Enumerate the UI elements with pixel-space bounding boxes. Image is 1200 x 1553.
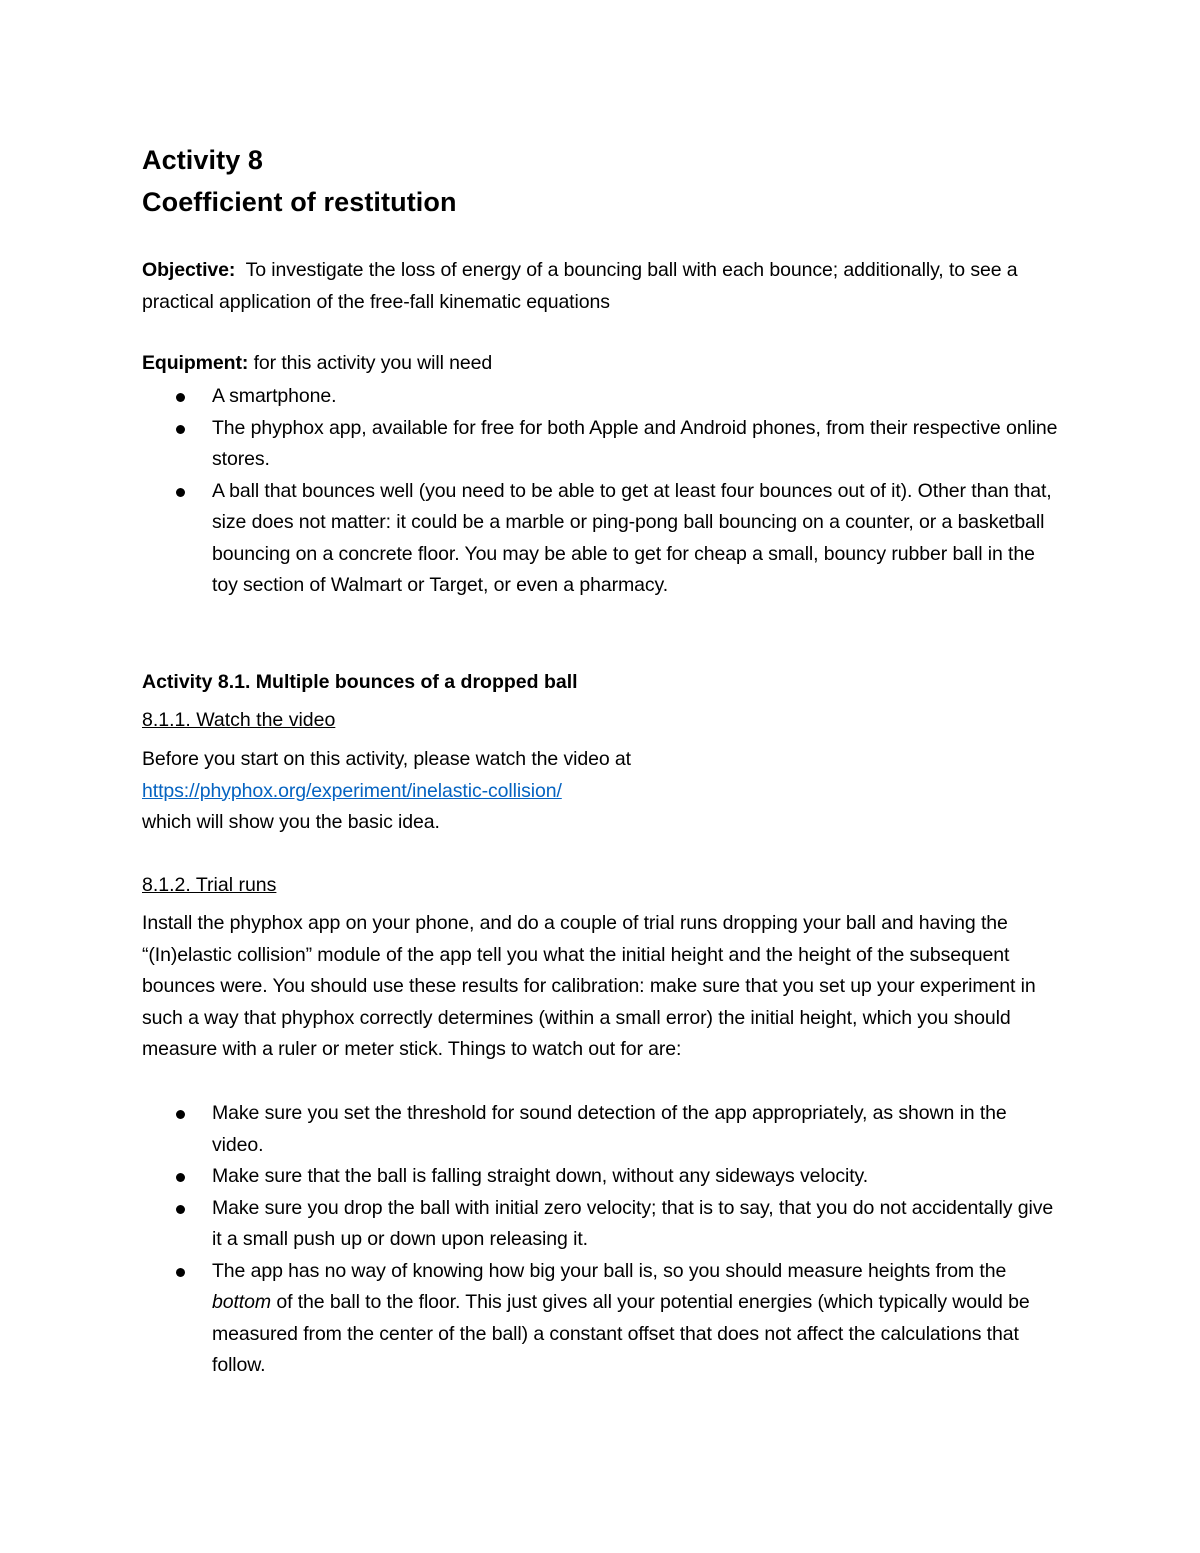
equipment-item: A smartphone. — [212, 385, 337, 407]
bullet-icon — [176, 1173, 185, 1182]
bullet-icon — [176, 1205, 185, 1214]
bullet-icon — [176, 393, 185, 402]
checklist-item-emphasis: bottom — [212, 1291, 272, 1313]
activity-title: Activity 8 — [142, 145, 264, 175]
equipment-item: The phyphox app, available for free for both Apple and Android phones, from their respective online stores. — [212, 416, 1058, 470]
objective-text: To investigate the loss of energy of a bouncing ball with each bounce; additionally, to see a practical application of the free-fall kinematic equations — [142, 259, 1018, 313]
equipment-text: for this activity you will need — [253, 352, 493, 374]
equipment-paragraph — [142, 348, 1060, 380]
section-heading-watch-video: 8.1.1. Watch the video — [142, 709, 336, 731]
objective-paragraph — [142, 255, 1060, 318]
list-item — [142, 476, 1060, 602]
activity-subtitle: Coefficient of restitution — [142, 187, 457, 217]
equipment-item: A ball that bounces well (you need to be able to get at least four bounces out of it). Other than that, size does not matter: it could be a marble or ping-pong ball bouncing on a counter, or a basketball bouncing on a concrete floor. You may be able to get for cheap a small, bouncy rubber ball in the toy section of Walmart or Target, or even a pharmacy. — [212, 479, 1052, 596]
checklist — [142, 1098, 1060, 1382]
bullet-icon — [176, 425, 185, 434]
bullet-icon — [176, 1268, 185, 1277]
video-outro-text: which will show you the basic idea. — [142, 811, 440, 833]
checklist-item: Make sure you drop the ball with initial zero velocity; that is to say, that you do not accidentally give it a small push up or down upon releasing it. — [212, 1196, 1054, 1250]
checklist-item: Make sure you set the threshold for sound detection of the app appropriately, as shown in the video. — [212, 1102, 1007, 1156]
equipment-label: Equipment: — [142, 352, 249, 374]
bullet-icon — [176, 488, 185, 497]
list-item — [142, 1098, 1060, 1161]
video-paragraph — [142, 744, 1060, 839]
checklist-item-before: The app has no way of knowing how big your ball is, so you should measure heights from the — [212, 1259, 1007, 1282]
list-item — [142, 381, 1060, 413]
objective-label: Objective: — [142, 259, 236, 281]
video-link[interactable]: https://phyphox.org/experiment/inelastic-collision/ — [142, 779, 562, 802]
video-intro-text: Before you start on this activity, please watch the video at — [142, 748, 631, 770]
list-item — [142, 1256, 1060, 1382]
activity-heading: Activity 8.1. Multiple bounces of a dropped ball — [142, 671, 578, 693]
list-item — [142, 1193, 1060, 1256]
checklist-item-after: of the ball to the floor. This just gives all your potential energies (which typically would be measured from the center of the ball) a constant offset that does not affect the calculations that follow. — [212, 1291, 1030, 1376]
trial-runs-paragraph: Install the phyphox app on your phone, and do a couple of trial runs dropping your ball and having the “(In)elastic collision” module of the app tell you what the initial height and the height of the subsequent bounces were. You should use these results for calibration: make sure that you set up your experiment in such a way that phyphox correctly determines (within a small error) the initial height, which you should measure with a ruler or meter stick. Things to watch out for are: — [142, 912, 1036, 1060]
bullet-icon — [176, 1110, 185, 1119]
checklist-item: Make sure that the ball is falling straight down, without any sideways velocity. — [212, 1165, 869, 1187]
equipment-list — [142, 381, 1060, 602]
section-heading-trial-runs: 8.1.2. Trial runs — [142, 874, 277, 896]
list-item — [142, 413, 1060, 476]
list-item — [142, 1161, 1060, 1193]
